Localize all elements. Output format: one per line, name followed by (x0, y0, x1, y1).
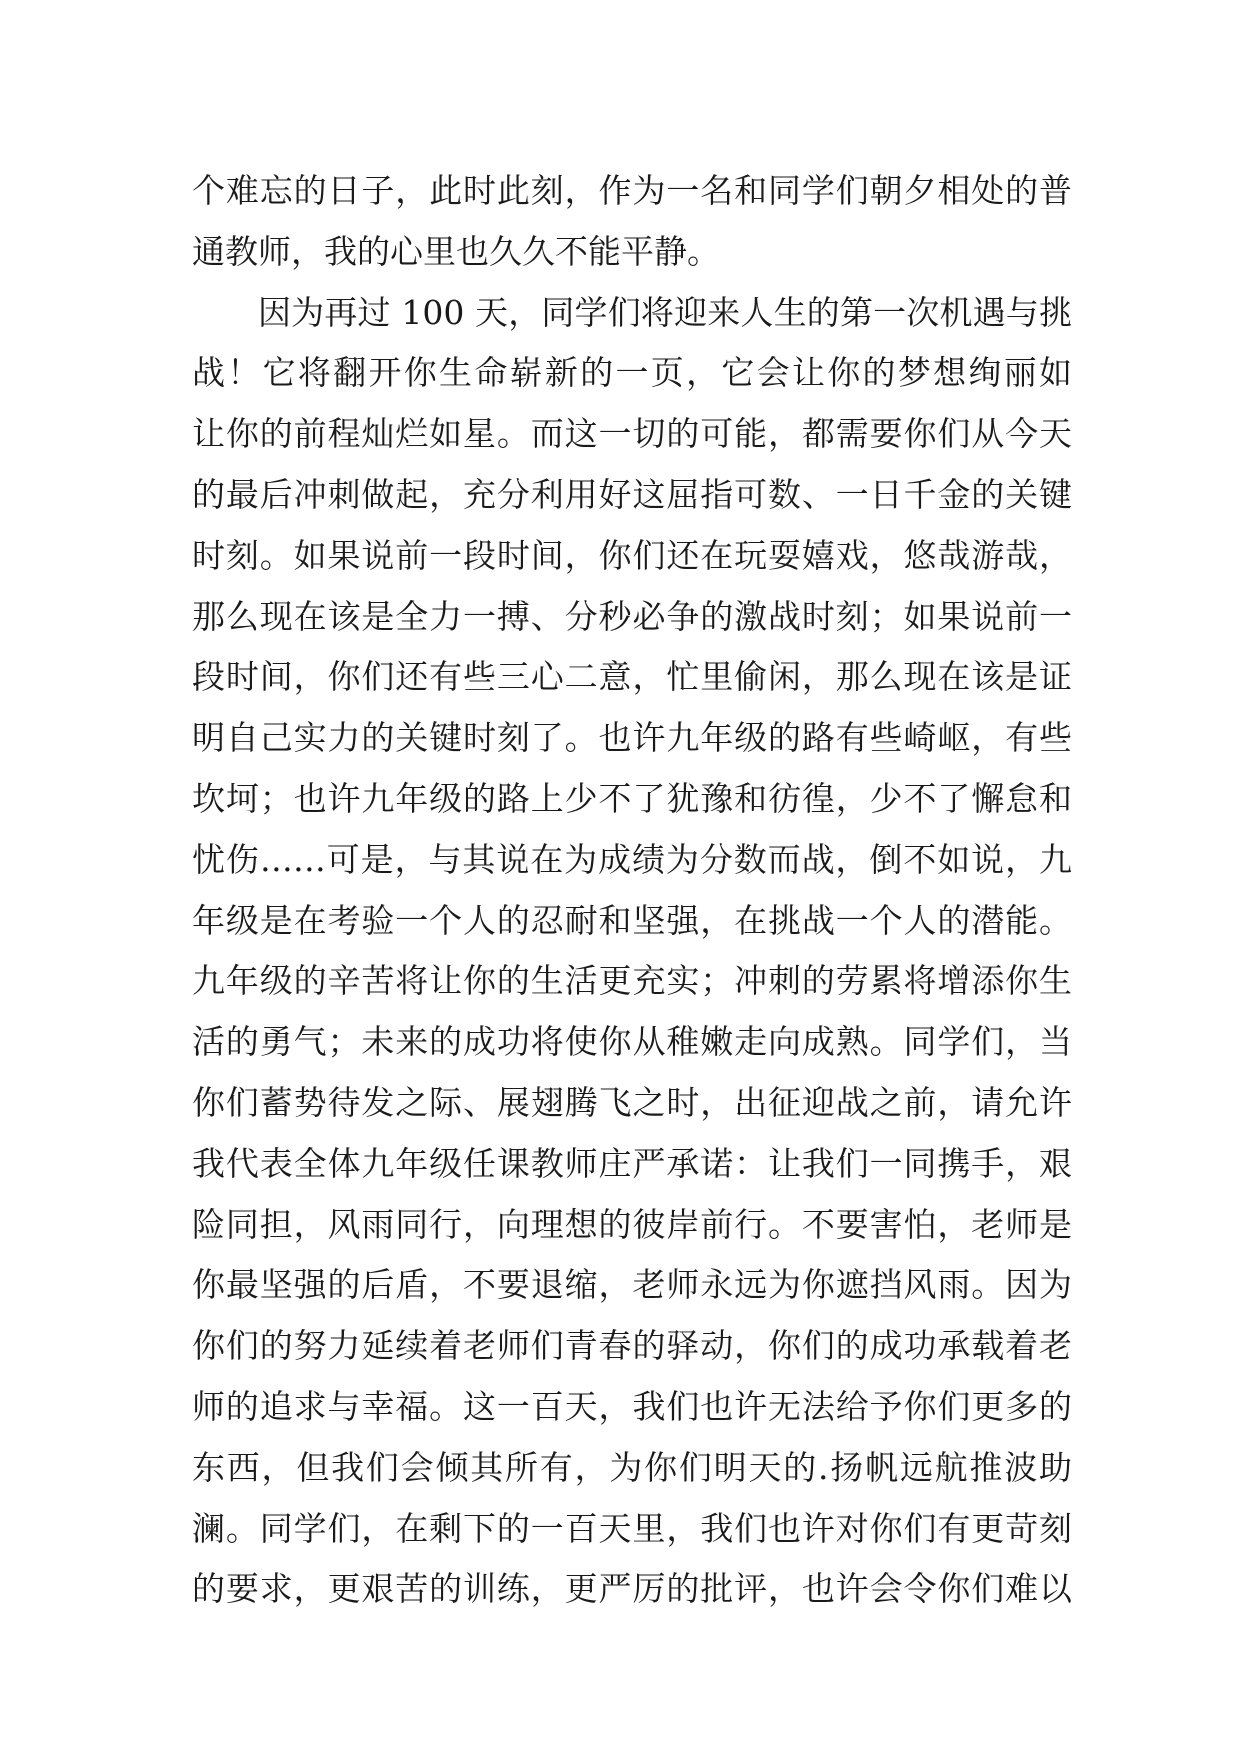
text-line: 活的勇气；未来的成功将使你从稚嫩走向成熟。同学们，当 (192, 1022, 1072, 1062)
body-text (192, 161, 1072, 1620)
text-line: 你最坚强的后盾，不要退缩，老师永远为你遮挡风雨。因为 (192, 1265, 1072, 1305)
text-line: 坎坷；也许九年级的路上少不了犹豫和彷徨，少不了懈怠和 (192, 778, 1072, 818)
text-line: 明自己实力的关键时刻了。也许九年级的路有些崎岖，有些 (192, 718, 1072, 758)
text-line: 忧伤……可是，与其说在为成绩为分数而战，倒不如说，九 (192, 839, 1072, 879)
text-line: 东西，但我们会倾其所有，为你们明天的.扬帆远航推波助 (192, 1447, 1072, 1487)
text-line: 的最后冲刺做起，充分利用好这屈指可数、一日千金的关键 (192, 474, 1072, 514)
text-line: 你们的努力延续着老师们青春的驿动，你们的成功承载着老 (192, 1326, 1072, 1366)
text-line: 九年级的辛苦将让你的生活更充实；冲刺的劳累将增添你生 (192, 961, 1072, 1001)
text-line: 的要求，更艰苦的训练，更严厉的批评，也许会令你们难以 (192, 1569, 1072, 1609)
paragraph-first-line: 因为再过 100 天，同学们将迎来人生的第一次机遇与挑 (258, 292, 1072, 332)
text-line: 通教师，我的心里也久久不能平静。 (192, 231, 720, 271)
text-line: 让你的前程灿烂如星。而这一切的可能，都需要你们从今天 (192, 414, 1072, 454)
text-line: 那么现在该是全力一搏、分秒必争的激战时刻；如果说前一 (192, 596, 1072, 636)
text-line: 年级是在考验一个人的忍耐和坚强，在挑战一个人的潜能。 (192, 900, 1072, 940)
text-line: 澜。同学们，在剩下的一百天里，我们也许对你们有更苛刻 (192, 1508, 1072, 1548)
text-line: 段时间，你们还有些三心二意，忙里偷闲，那么现在该是证 (192, 657, 1072, 697)
text-line: 师的追求与幸福。这一百天，我们也许无法给予你们更多的 (192, 1386, 1072, 1426)
text-line: 时刻。如果说前一段时间，你们还在玩耍嬉戏，悠哉游哉， (192, 535, 1072, 575)
text-line: 个难忘的日子，此时此刻，作为一名和同学们朝夕相处的普 (192, 171, 1072, 210)
text-line: 战！它将翻开你生命崭新的一页，它会让你的梦想绚丽如 (192, 353, 1072, 393)
text-line: 我代表全体九年级任课教师庄严承诺：让我们一同携手，艰 (192, 1143, 1072, 1183)
text-line: 你们蓄势待发之际、展翅腾飞之时，出征迎战之前，请允许 (192, 1082, 1072, 1122)
text-line: 险同担，风雨同行，向理想的彼岸前行。不要害怕，老师是 (192, 1204, 1072, 1244)
